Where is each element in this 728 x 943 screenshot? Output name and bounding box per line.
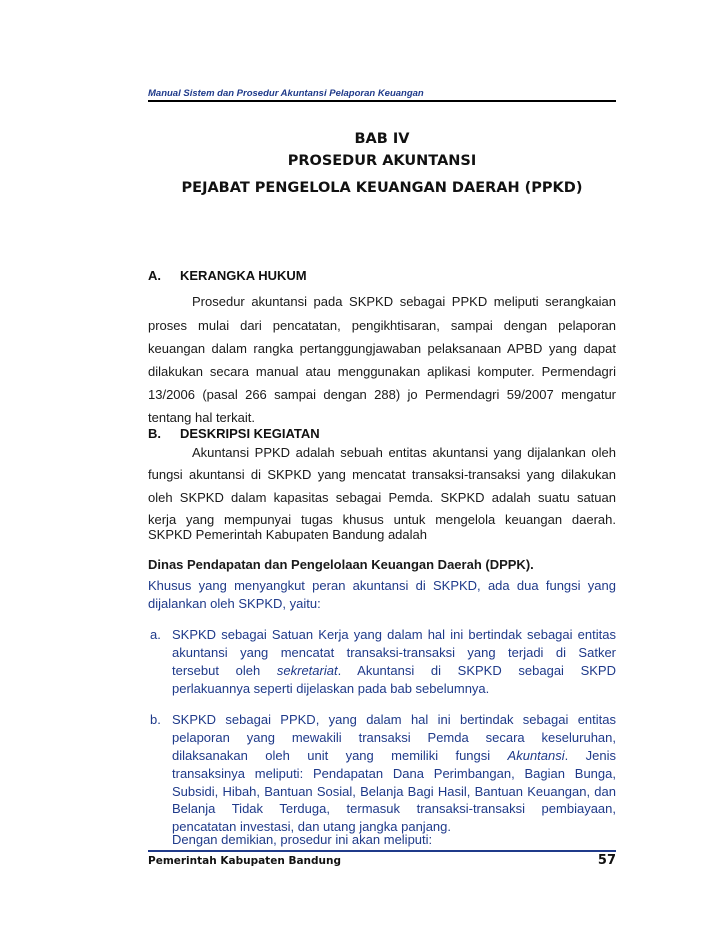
chapter-subtitle: PEJABAT PENGELOLA KEUANGAN DAERAH (PPKD) bbox=[181, 180, 583, 196]
section-a-title: KERANGKA HUKUM bbox=[180, 268, 307, 283]
section-a-heading bbox=[148, 268, 307, 283]
chapter-number: BAB IV bbox=[354, 131, 410, 147]
paragraph-line: kerja yang mempunyai tugas khusus untuk mengelola keuangan daerah. bbox=[148, 512, 616, 527]
paragraph-line: Prosedur akuntansi pada SKPKD sebagai PPKD meliputi serangkaian bbox=[192, 294, 616, 309]
paragraph-line: dilakukan secara manual atau menggunakan aplikasi komputer. Permendagri bbox=[148, 364, 616, 379]
list-label-b: b. bbox=[150, 712, 161, 727]
header-rule bbox=[148, 100, 616, 102]
section-b-heading bbox=[148, 426, 320, 441]
footer-organization: Pemerintah Kabupaten Bandung bbox=[148, 855, 341, 867]
list-item-line: SKPKD sebagai PPKD, yang dalam hal ini bertindak sebagai entitas bbox=[172, 712, 616, 727]
section-a-number: A. bbox=[148, 268, 161, 283]
list-closing-line: Dengan demikian, prosedur ini akan meliputi: bbox=[172, 832, 433, 847]
list-item-line: Belanja Tidak Terduga, termasuk transaksi-transaksi pembiayaan, bbox=[172, 801, 616, 816]
paragraph-line: Akuntansi PPKD adalah sebuah entitas akuntansi yang dijalankan oleh bbox=[192, 445, 616, 460]
list-item-line: dilaksanakan oleh unit yang memiliki fungsi Akuntansi. Jenis bbox=[172, 748, 616, 763]
paragraph-line: tentang hal terkait. bbox=[148, 410, 255, 425]
section-b-number: B. bbox=[148, 426, 161, 441]
paragraph-line: SKPKD Pemerintah Kabupaten Bandung adalah bbox=[148, 527, 427, 542]
dinas-heading: Dinas Pendapatan dan Pengelolaan Keuangan Daerah (DPPK). bbox=[148, 557, 534, 572]
list-item-line: akuntansi yang mencatat transaksi-transaksi yang terjadi di Satker bbox=[172, 645, 616, 660]
running-header: Manual Sistem dan Prosedur Akuntansi Pelaporan Keuangan bbox=[148, 88, 424, 99]
footer-rule bbox=[148, 850, 616, 852]
chapter-title: PROSEDUR AKUNTANSI bbox=[287, 153, 477, 169]
list-item-line: SKPKD sebagai Satuan Kerja yang dalam hal ini bertindak sebagai entitas bbox=[172, 627, 616, 642]
page-number: 57 bbox=[597, 853, 616, 868]
list-item-line: transaksinya meliputi: Pendapatan Dana Perimbangan, Bagian Bunga, bbox=[172, 766, 616, 781]
paragraph-line: 13/2006 (pasal 266 sampai dengan 288) jo Permendagri 59/2007 mengatur bbox=[148, 387, 616, 402]
paragraph-line: proses mulai dari pencatatan, pengikhtisaran, sampai dengan pelaporan bbox=[148, 318, 616, 333]
list-item-line: Subsidi, Hibah, Bantuan Sosial, Belanja Bagi Hasil, Bantuan Keuangan, dan bbox=[172, 784, 616, 799]
list-label-a: a. bbox=[150, 627, 161, 642]
paragraph-line: keuangan dalam rangka pertanggungjawaban pelaksanaan APBD yang dapat bbox=[148, 341, 616, 356]
paragraph-line: Khusus yang menyangkut peran akuntansi di SKPKD, ada dua fungsi yang bbox=[148, 578, 616, 593]
list-item-line: pencatatan investasi, dan utang jangka panjang. bbox=[172, 819, 451, 834]
paragraph-line: oleh SKPKD dalam kapasitas sebagai Pemda. SKPKD adalah suatu satuan bbox=[148, 490, 616, 505]
section-b-title: DESKRIPSI KEGIATAN bbox=[180, 426, 320, 441]
paragraph-line: dijalankan oleh SKPKD, yaitu: bbox=[148, 596, 321, 611]
list-item-line: tersebut oleh sekretariat. Akuntansi di SKPKD sebagai SKPD bbox=[172, 663, 616, 678]
list-item-line: perlakuannya seperti dijelaskan pada bab sebelumnya. bbox=[172, 681, 490, 696]
list-item-line: pelaporan yang mewakili transaksi Pemda secara keseluruhan, bbox=[172, 730, 616, 745]
paragraph-line: fungsi akuntansi di SKPKD yang mencatat transaksi-transaksi yang dilakukan bbox=[148, 467, 616, 482]
